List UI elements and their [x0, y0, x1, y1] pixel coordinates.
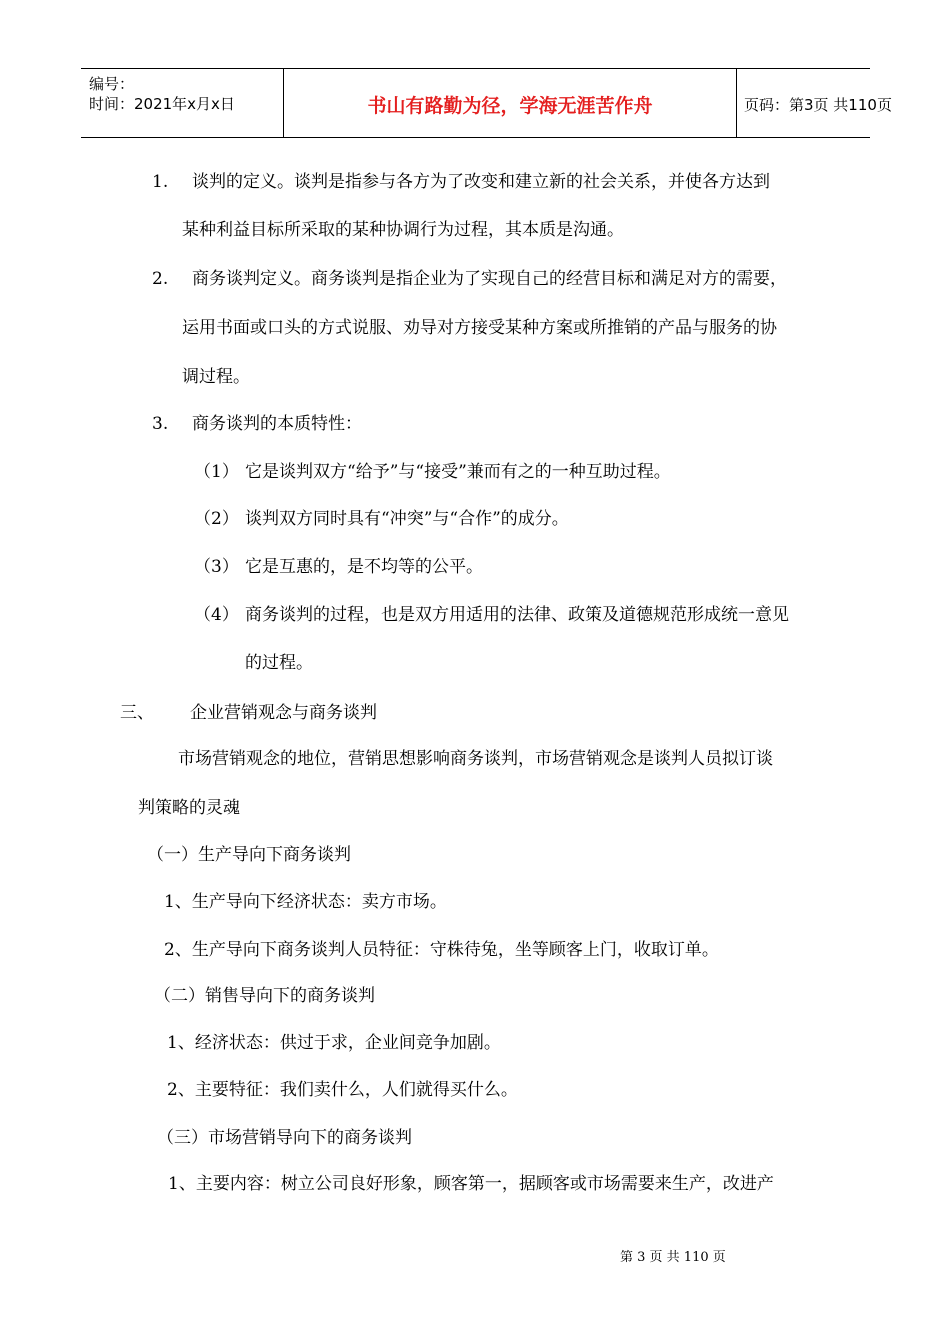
item-text-line: 谈判的定义。谈判是指参与各方为了改变和建立新的社会关系，并使各方达到 — [192, 172, 770, 192]
item-text-line: 商务谈判定义。商务谈判是指企业为了实现自己的经营目标和满足对方的需要， — [192, 269, 787, 289]
header-motto-cell — [283, 69, 737, 137]
sub-item-text-line: 商务谈判的过程，也是双方用适用的法律、政策及道德规范形成统一意见 — [245, 605, 789, 625]
sub-item-number: （3） — [194, 557, 239, 577]
date-label: 时间：2021年x月x日 — [89, 95, 235, 113]
item-text-line: 调过程。 — [182, 367, 250, 387]
item-text-line: 商务谈判的本质特性： — [192, 414, 362, 434]
intro-line: 判策略的灵魂 — [138, 798, 240, 818]
sub-item-number: （4） — [194, 605, 239, 625]
subsection-point: 2、主要特征：我们卖什么，人们就得买什么。 — [167, 1080, 518, 1100]
sub-item-text-line: 谈判双方同时具有“冲突”与“合作”的成分。 — [245, 509, 569, 529]
item-number: 1. — [152, 172, 169, 192]
subsection-point: 1、主要内容：树立公司良好形象，顾客第一，据顾客或市场需要来生产，改进产 — [168, 1174, 774, 1194]
serial-label: 编号： — [89, 75, 135, 93]
item-text-line: 某种利益目标所采取的某种协调行为过程，其本质是沟通。 — [182, 220, 624, 240]
sub-item-text-line: 它是互惠的，是不均等的公平。 — [245, 557, 483, 577]
header-page-cell — [736, 69, 892, 137]
sub-item-text-line: 它是谈判双方“给予”与“接受”兼而有之的一种互助过程。 — [245, 462, 671, 482]
subsection-title: （三）市场营销导向下的商务谈判 — [157, 1128, 412, 1148]
section-title: 企业营销观念与商务谈判 — [190, 703, 377, 723]
page-footer: 第 3 页 共 110 页 — [620, 1250, 726, 1265]
sub-item-number: （2） — [194, 509, 239, 529]
sub-item-number: （1） — [194, 462, 239, 482]
subsection-point: 1、生产导向下经济状态：卖方市场。 — [164, 892, 447, 912]
subsection-title: （二）销售导向下的商务谈判 — [154, 986, 375, 1006]
header-meta-cell — [81, 69, 283, 137]
item-number: 3. — [152, 414, 169, 434]
item-number: 2. — [152, 269, 169, 289]
intro-line: 市场营销观念的地位，营销思想影响商务谈判，市场营销观念是谈判人员拟订谈 — [178, 749, 773, 769]
section-number: 三、 — [120, 703, 154, 723]
subsection-point: 2、生产导向下商务谈判人员特征：守株待兔，坐等顾客上门，收取订单。 — [164, 940, 719, 960]
sub-item-text-line: 的过程。 — [245, 653, 313, 673]
page-info: 页码：第3页 共110页 — [744, 96, 892, 114]
page-header — [81, 68, 892, 138]
subsection-point: 1、经济状态：供过于求，企业间竞争加剧。 — [167, 1033, 501, 1053]
item-text-line: 运用书面或口头的方式说服、劝导对方接受某种方案或所推销的产品与服务的协 — [182, 318, 777, 338]
motto: 书山有路勤为径，学海无涯苦作舟 — [367, 95, 653, 117]
subsection-title: （一）生产导向下商务谈判 — [147, 845, 351, 865]
